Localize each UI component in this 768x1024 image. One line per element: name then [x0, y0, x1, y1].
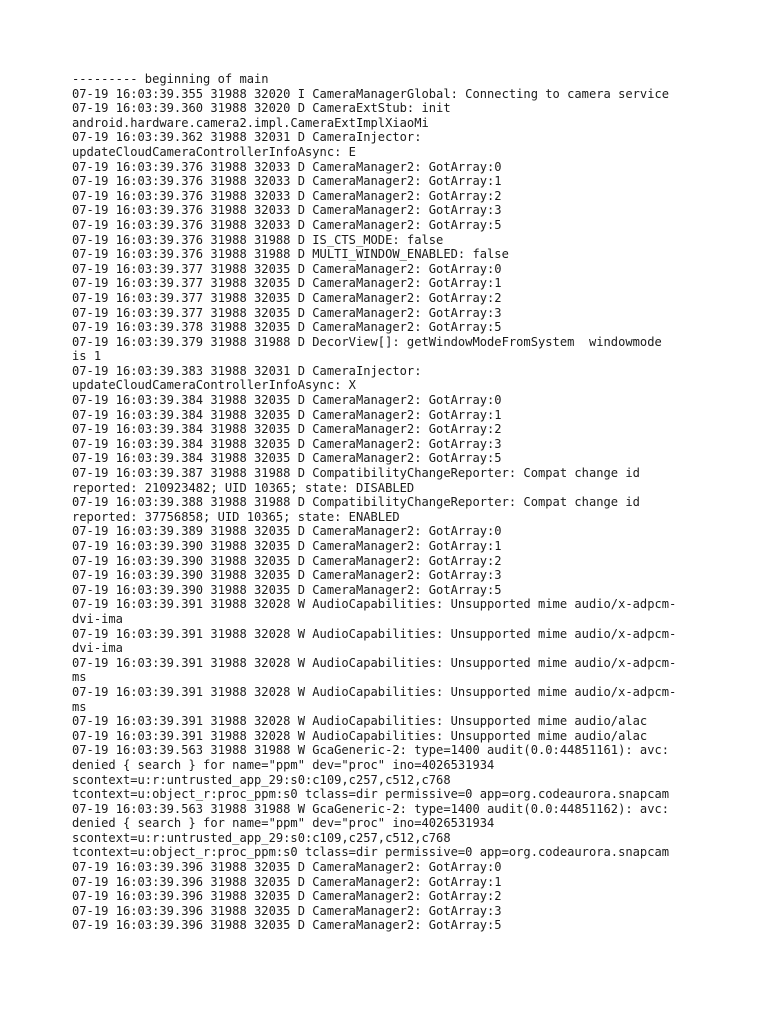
log-line: 07-19 16:03:39.376 31988 32033 D CameraManager2: GotArray:5	[72, 217, 502, 232]
log-line: android.hardware.camera2.impl.CameraExtImplXiaoMi	[72, 115, 429, 130]
log-line: 07-19 16:03:39.384 31988 32035 D CameraManager2: GotArray:1	[72, 407, 502, 422]
log-line: 07-19 16:03:39.376 31988 32033 D CameraManager2: GotArray:0	[72, 159, 502, 174]
log-line: reported: 37756858; UID 10365; state: ENABLED	[72, 509, 400, 524]
log-line: 07-19 16:03:39.396 31988 32035 D CameraManager2: GotArray:3	[72, 903, 502, 918]
log-line: 07-19 16:03:39.389 31988 32035 D CameraManager2: GotArray:0	[72, 524, 502, 539]
log-line: scontext=u:r:untrusted_app_29:s0:c109,c257,c512,c768	[72, 830, 451, 845]
log-line: 07-19 16:03:39.563 31988 31988 W GcaGeneric-2: type=1400 audit(0.0:44851161): avc:	[72, 743, 670, 758]
log-line: reported: 210923482; UID 10365; state: DISABLED	[72, 480, 415, 495]
log-line: 07-19 16:03:39.396 31988 32035 D CameraManager2: GotArray:5	[72, 918, 502, 933]
log-line: 07-19 16:03:39.379 31988 31988 D DecorView[]: getWindowModeFromSystem windowmode	[72, 334, 662, 349]
log-line: tcontext=u:object_r:proc_ppm:s0 tclass=dir permissive=0 app=org.codeaurora.snapcam	[72, 787, 670, 802]
log-line: 07-19 16:03:39.376 31988 32033 D CameraManager2: GotArray:1	[72, 174, 502, 189]
log-line: 07-19 16:03:39.377 31988 32035 D CameraManager2: GotArray:2	[72, 290, 502, 305]
log-document	[72, 72, 712, 933]
log-line: 07-19 16:03:39.396 31988 32035 D CameraManager2: GotArray:0	[72, 860, 502, 875]
log-line: dvi-ima	[72, 611, 123, 626]
log-line: 07-19 16:03:39.384 31988 32035 D CameraManager2: GotArray:5	[72, 451, 502, 466]
log-line: 07-19 16:03:39.390 31988 32035 D CameraManager2: GotArray:2	[72, 553, 502, 568]
log-line: 07-19 16:03:39.384 31988 32035 D CameraManager2: GotArray:2	[72, 422, 502, 437]
log-line: dvi-ima	[72, 641, 123, 656]
log-line: 07-19 16:03:39.563 31988 31988 W GcaGeneric-2: type=1400 audit(0.0:44851162): avc:	[72, 801, 670, 816]
log-line: 07-19 16:03:39.376 31988 31988 D MULTI_WINDOW_ENABLED: false	[72, 247, 509, 262]
log-line: 07-19 16:03:39.362 31988 32031 D CameraInjector:	[72, 130, 422, 145]
log-line: 07-19 16:03:39.391 31988 32028 W AudioCapabilities: Unsupported mime audio/x-adpcm-	[72, 684, 677, 699]
log-line: ms	[72, 699, 87, 714]
log-line: 07-19 16:03:39.377 31988 32035 D CameraManager2: GotArray:3	[72, 305, 502, 320]
log-line: 07-19 16:03:39.391 31988 32028 W AudioCapabilities: Unsupported mime audio/x-adpcm-	[72, 597, 677, 612]
log-line: 07-19 16:03:39.377 31988 32035 D CameraManager2: GotArray:0	[72, 261, 502, 276]
log-line: 07-19 16:03:39.383 31988 32031 D CameraInjector:	[72, 363, 422, 378]
log-line: 07-19 16:03:39.391 31988 32028 W AudioCapabilities: Unsupported mime audio/x-adpcm-	[72, 655, 677, 670]
log-line: scontext=u:r:untrusted_app_29:s0:c109,c257,c512,c768	[72, 772, 451, 787]
log-line: 07-19 16:03:39.388 31988 31988 D CompatibilityChangeReporter: Compat change id	[72, 495, 640, 510]
log-line: 07-19 16:03:39.377 31988 32035 D CameraManager2: GotArray:1	[72, 276, 502, 291]
log-line: updateCloudCameraControllerInfoAsync: X	[72, 378, 356, 393]
log-line: 07-19 16:03:39.378 31988 32035 D CameraManager2: GotArray:5	[72, 320, 502, 335]
log-line: 07-19 16:03:39.396 31988 32035 D CameraManager2: GotArray:1	[72, 874, 502, 889]
log-line: --------- beginning of main	[72, 72, 269, 86]
log-line: 07-19 16:03:39.376 31988 32033 D CameraManager2: GotArray:3	[72, 203, 502, 218]
log-line: 07-19 16:03:39.391 31988 32028 W AudioCapabilities: Unsupported mime audio/x-adpcm-	[72, 626, 677, 641]
log-line: tcontext=u:object_r:proc_ppm:s0 tclass=dir permissive=0 app=org.codeaurora.snapcam	[72, 845, 670, 860]
log-line: 07-19 16:03:39.396 31988 32035 D CameraManager2: GotArray:2	[72, 889, 502, 904]
log-line: denied { search } for name="ppm" dev="proc" ino=4026531934	[72, 757, 495, 772]
log-line: 07-19 16:03:39.390 31988 32035 D CameraManager2: GotArray:1	[72, 539, 502, 553]
log-line: 07-19 16:03:39.391 31988 32028 W AudioCapabilities: Unsupported mime audio/alac	[72, 728, 648, 743]
log-line: 07-19 16:03:39.376 31988 32033 D CameraManager2: GotArray:2	[72, 188, 502, 203]
log-line: 07-19 16:03:39.384 31988 32035 D CameraManager2: GotArray:3	[72, 436, 502, 451]
log-line: 07-19 16:03:39.391 31988 32028 W AudioCapabilities: Unsupported mime audio/alac	[72, 714, 648, 729]
log-line: 07-19 16:03:39.390 31988 32035 D CameraManager2: GotArray:3	[72, 568, 502, 583]
log-line: updateCloudCameraControllerInfoAsync: E	[72, 144, 356, 159]
log-line: is 1	[72, 349, 102, 364]
log-line: denied { search } for name="ppm" dev="proc" ino=4026531934	[72, 816, 495, 831]
log-line: 07-19 16:03:39.355 31988 32020 I CameraManagerGlobal: Connecting to camera service	[72, 86, 670, 101]
log-line: ms	[72, 670, 87, 685]
log-line: 07-19 16:03:39.376 31988 31988 D IS_CTS_MODE: false	[72, 232, 444, 247]
log-line: 07-19 16:03:39.387 31988 31988 D CompatibilityChangeReporter: Compat change id	[72, 466, 640, 481]
log-line: 07-19 16:03:39.390 31988 32035 D CameraManager2: GotArray:5	[72, 582, 502, 597]
log-line: 07-19 16:03:39.360 31988 32020 D CameraExtStub: init	[72, 101, 451, 116]
log-line: 07-19 16:03:39.384 31988 32035 D CameraManager2: GotArray:0	[72, 393, 502, 408]
